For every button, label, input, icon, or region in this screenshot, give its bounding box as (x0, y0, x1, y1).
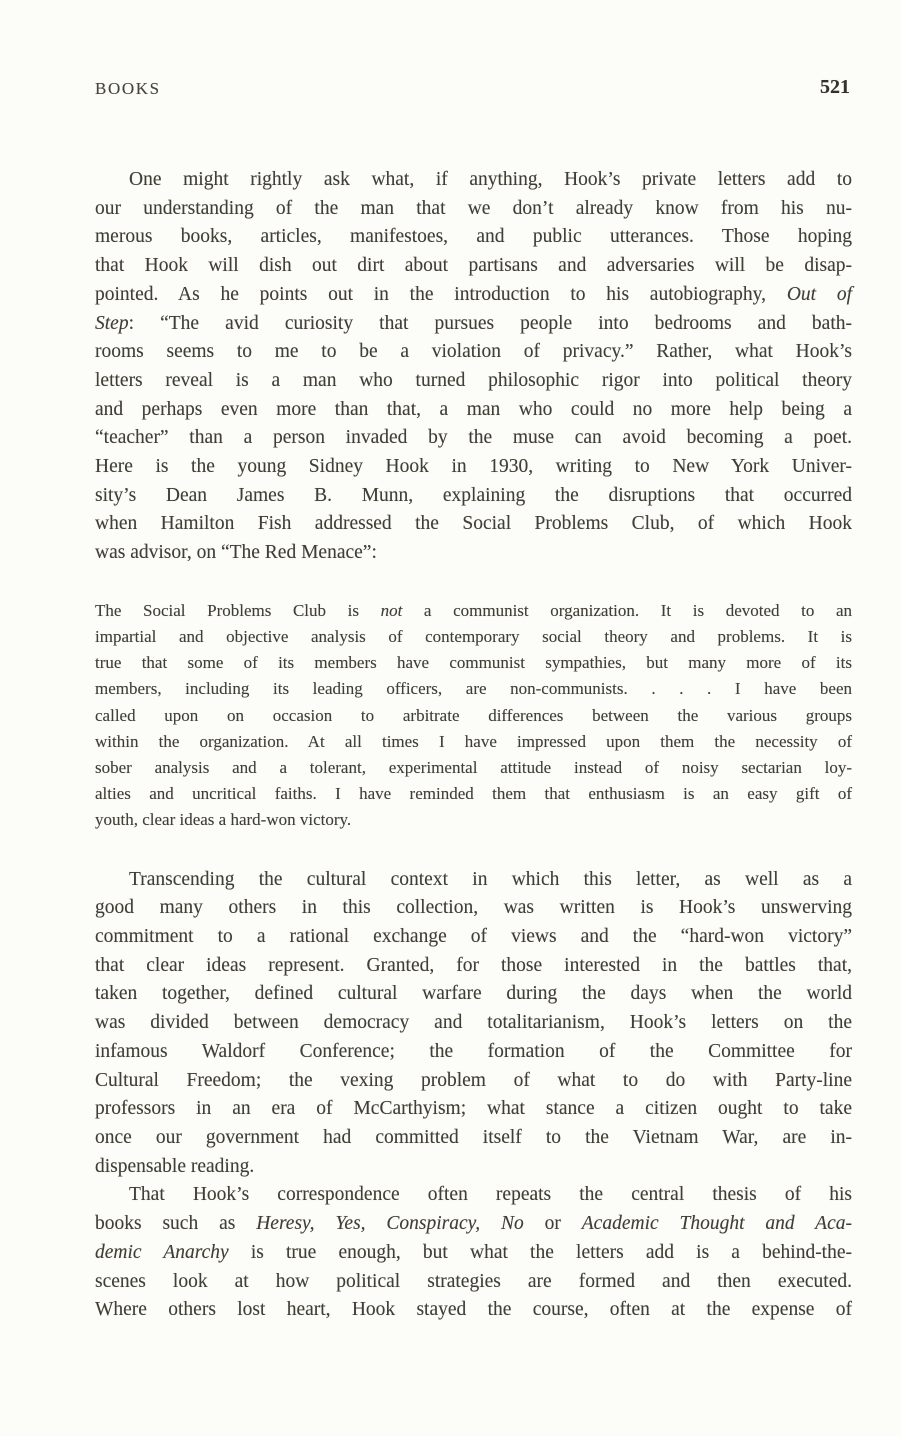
text-line: commitment to a rational exchange of views and the “hard-won victory” (95, 926, 852, 948)
text-line: Here is the young Sidney Hook in 1930, writing to New York Univer- (95, 456, 852, 478)
paragraph-correspondence (95, 1181, 852, 1325)
text-line: demic Anarchy is true enough, but what the letters add is a behind-the- (95, 1241, 853, 1263)
text-line: that clear ideas represent. Granted, for those interested in the battles that, (95, 954, 852, 976)
text-line: Transcending the cultural context in which this letter, as well as a (129, 868, 852, 890)
text-line: impartial and objective analysis of contemporary social theory and problems. It is (95, 627, 852, 647)
text-line: letters reveal is a man who turned philosophic rigor into political theory (95, 369, 852, 391)
text-line: youth, clear ideas a hard-won victory. (95, 810, 352, 830)
text-line: Where others lost heart, Hook stayed the course, often at the expense of (95, 1299, 852, 1321)
page-number: 521 (820, 76, 850, 98)
text-line: “teacher” than a person invaded by the muse can avoid becoming a poet. (95, 427, 852, 449)
text-line: our understanding of the man that we don’t already know from his nu- (95, 197, 852, 219)
text-line: alties and uncritical faiths. I have reminded them that enthusiasm is an easy gift of (95, 784, 852, 804)
text-line: good many others in this collection, was written is Hook’s unswerving (95, 897, 852, 919)
paragraph-transcending (95, 866, 852, 1182)
running-head: BOOKS (95, 79, 161, 98)
text-line: taken together, defined cultural warfare during the days when the world (95, 983, 852, 1005)
text-line: sity’s Dean James B. Munn, explaining the disruptions that occurred (95, 484, 852, 506)
text-line: merous books, articles, manifestoes, and public utterances. Those hoping (95, 226, 852, 248)
text-line: within the organization. At all times I have impressed upon them the necessity of (95, 731, 852, 751)
text-line: called upon on occasion to arbitrate differences between the various groups (95, 705, 852, 725)
text-line: was advisor, on “The Red Menace”: (95, 542, 377, 564)
text-line: scenes look at how political strategies are formed and then executed. (95, 1270, 852, 1292)
text-line: books such as Heresy, Yes, Conspiracy, No or Academic Thought and Aca- (95, 1213, 852, 1235)
text-line: One might rightly ask what, if anything, Hook’s private letters add to (129, 169, 852, 190)
text-line: sober analysis and a tolerant, experimental attitude instead of noisy sectarian loy- (95, 758, 852, 778)
block-quote-letter-excerpt (95, 598, 852, 834)
text-line: dispensable reading. (95, 1155, 255, 1177)
text-line: That Hook’s correspondence often repeats the central thesis of his (129, 1184, 852, 1206)
text-line: pointed. As he points out in the introduction to his autobiography, Out of (95, 283, 852, 305)
text-line: professors in an era of McCarthyism; what stance a citizen ought to take (95, 1098, 852, 1120)
text-line: once our government had committed itself to the Vietnam War, are in- (95, 1127, 852, 1148)
page-body (95, 166, 852, 1325)
text-line: The Social Problems Club is not a communist organization. It is devoted to an (95, 600, 852, 620)
text-line: Cultural Freedom; the vexing problem of what to do with Party-line (95, 1069, 852, 1091)
text-line: rooms seems to me to be a violation of privacy.” Rather, what Hook’s (95, 341, 852, 363)
text-line: members, including its leading officers, are non-communists. . . . I have been (95, 679, 852, 699)
text-line: was divided between democracy and totalitarianism, Hook’s letters on the (95, 1012, 852, 1034)
paragraph-intro (95, 166, 852, 568)
text-line: that Hook will dish out dirt about partisans and adversaries will be disap- (95, 255, 852, 277)
text-line: when Hamilton Fish addressed the Social Problems Club, of which Hook (95, 513, 852, 535)
text-line: true that some of its members have communist sympathies, but many more of its (95, 653, 852, 673)
text-line: infamous Waldorf Conference; the formation of the Committee for (95, 1040, 852, 1062)
text-line: Step: “The avid curiosity that pursues people into bedrooms and bath- (95, 312, 852, 334)
text-line: and perhaps even more than that, a man who could no more help being a (95, 398, 852, 420)
